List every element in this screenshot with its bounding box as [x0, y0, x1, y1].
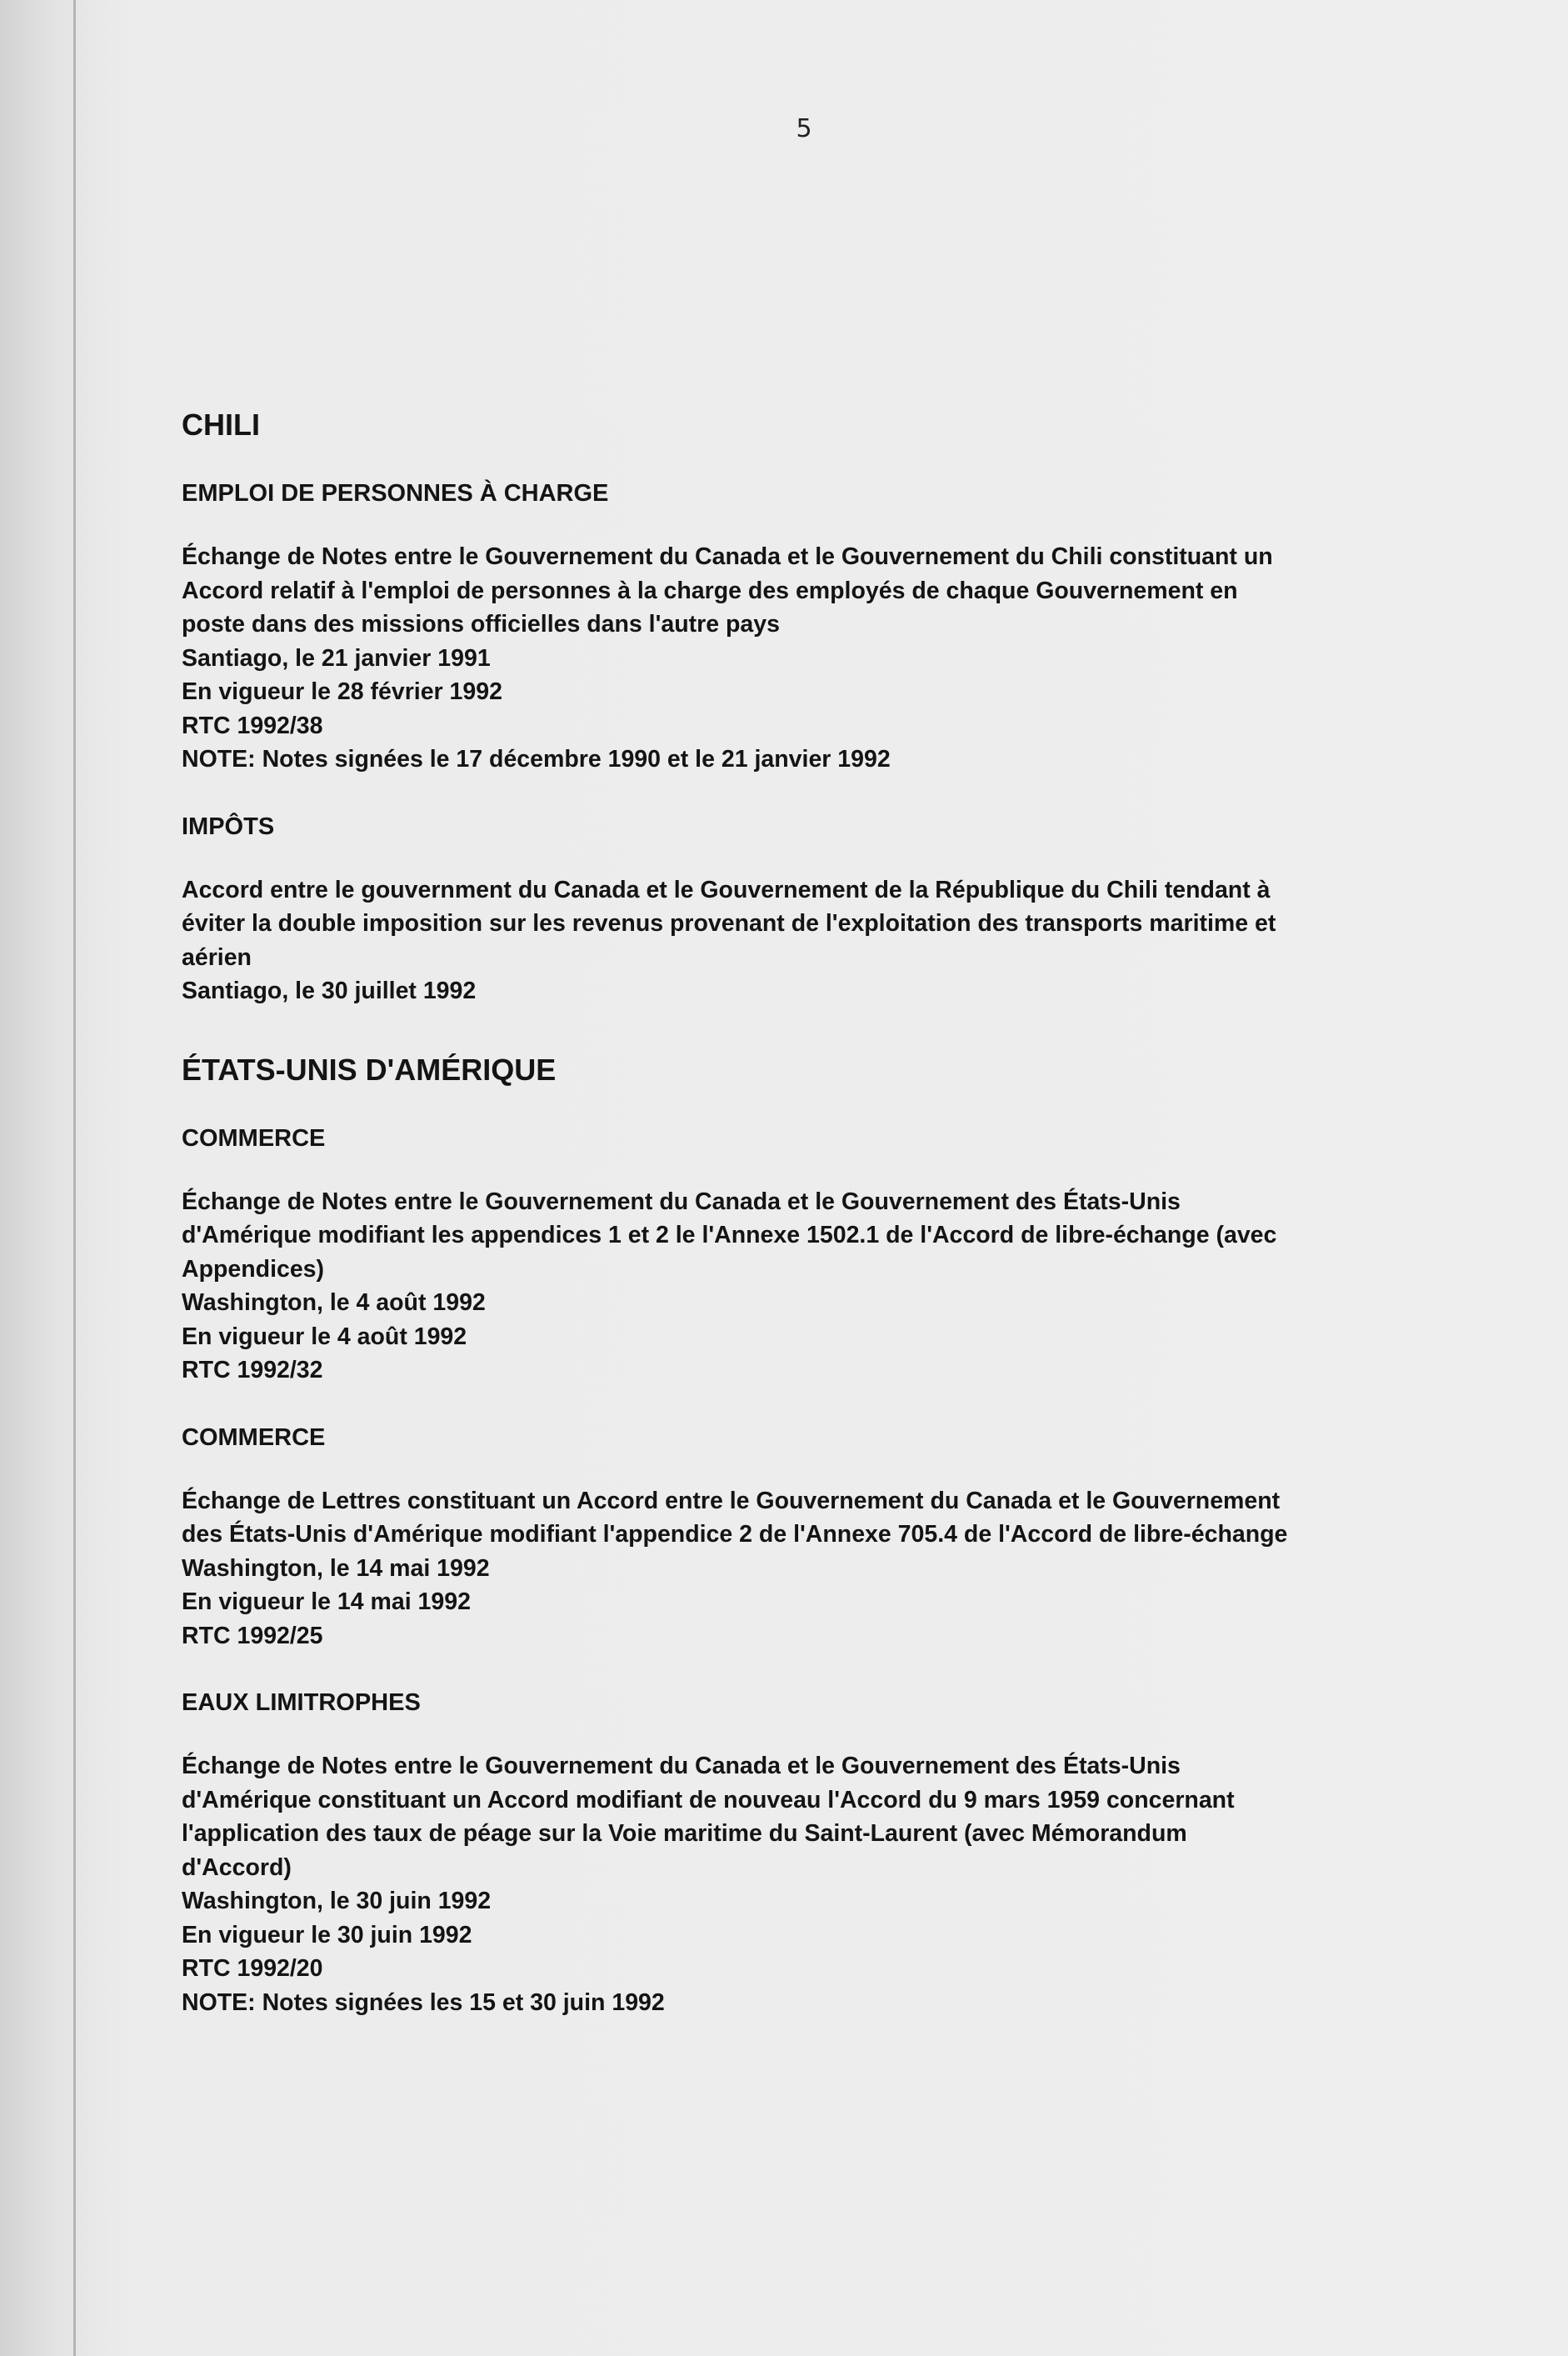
entry-line: NOTE: Notes signées les 15 et 30 juin 1992 [182, 1988, 665, 2016]
entry-line: Appendices) [182, 1255, 325, 1283]
treaty-entry [182, 540, 1481, 777]
treaty-entry [182, 873, 1481, 1008]
entry-line: En vigueur le 30 juin 1992 [182, 1921, 472, 1948]
treaty-entry [182, 1484, 1481, 1653]
entry-line: Santiago, le 30 juillet 1992 [182, 978, 477, 1004]
entry-line: Échange de Notes entre le Gouvernement du Canada et le Gouvernement des États-Unis [182, 1188, 1181, 1215]
entry-line: En vigueur le 14 mai 1992 [182, 1588, 471, 1615]
entry-line: Santiago, le 21 janvier 1991 [182, 644, 491, 672]
page-number: 5 [796, 114, 812, 143]
binding-edge [73, 0, 76, 2356]
entry-line: Échange de Notes entre le Gouvernement du Canada et le Gouvernement du Chili constituant un [182, 543, 1273, 570]
entry-line: Accord entre le gouvernment du Canada et le Gouvernement de la République du Chili tendant à [182, 876, 1271, 903]
entry-line: En vigueur le 4 août 1992 [182, 1323, 467, 1350]
country-heading: ÉTATS-UNIS D'AMÉRIQUE [182, 1052, 557, 1087]
entry-line: éviter la double imposition sur les revenus provenant de l'exploitation des transports maritime et [182, 910, 1276, 937]
entry-line: d'Accord) [182, 1853, 292, 1881]
entry-line: d'Amérique modifiant les appendices 1 et 2 le l'Annexe 1502.1 de l'Accord de libre-échange (avec [182, 1222, 1277, 1248]
entry-line: Washington, le 4 août 1992 [182, 1289, 486, 1316]
entry-line: NOTE: Notes signées le 17 décembre 1990 et le 21 janvier 1992 [182, 746, 891, 773]
entry-line: RTC 1992/25 [182, 1622, 323, 1649]
subject-heading: COMMERCE [182, 1423, 326, 1451]
entry-line: RTC 1992/20 [182, 1955, 323, 1982]
entry-line: Washington, le 14 mai 1992 [182, 1554, 490, 1582]
subject-heading: EAUX LIMITROPHES [182, 1689, 421, 1716]
country-heading: CHILI [182, 408, 260, 442]
entry-line: aérien [182, 943, 252, 971]
subject-heading: IMPÔTS [182, 813, 275, 840]
entry-line: des États-Unis d'Amérique modifiant l'appendice 2 de l'Annexe 705.4 de l'Accord de libre-échange [182, 1521, 1288, 1548]
treaty-entry [182, 1749, 1481, 2019]
entry-line: En vigueur le 28 février 1992 [182, 678, 502, 705]
entry-line: Accord relatif à l'emploi de personnes à la charge des employés de chaque Gouvernement en [182, 577, 1238, 604]
entry-line: poste dans des missions officielles dans l'autre pays [182, 611, 780, 638]
entry-line: d'Amérique constituant un Accord modifiant de nouveau l'Accord du 9 mars 1959 concernant [182, 1786, 1235, 1813]
entry-line: Échange de Lettres constituant un Accord entre le Gouvernement du Canada et le Gouvernement [182, 1487, 1281, 1514]
entry-line: l'application des taux de péage sur la Voie maritime du Saint-Laurent (avec Mémorandum [182, 1820, 1187, 1847]
entry-line: Washington, le 30 juin 1992 [182, 1888, 492, 1914]
subject-heading: COMMERCE [182, 1124, 326, 1152]
entry-line: Échange de Notes entre le Gouvernement du Canada et le Gouvernement des États-Unis [182, 1753, 1181, 1779]
entry-line: RTC 1992/38 [182, 712, 323, 739]
entry-line: RTC 1992/32 [182, 1357, 323, 1383]
subject-heading: EMPLOI DE PERSONNES À CHARGE [182, 480, 609, 507]
treaty-entry [182, 1185, 1481, 1388]
document-content [182, 407, 1481, 2019]
